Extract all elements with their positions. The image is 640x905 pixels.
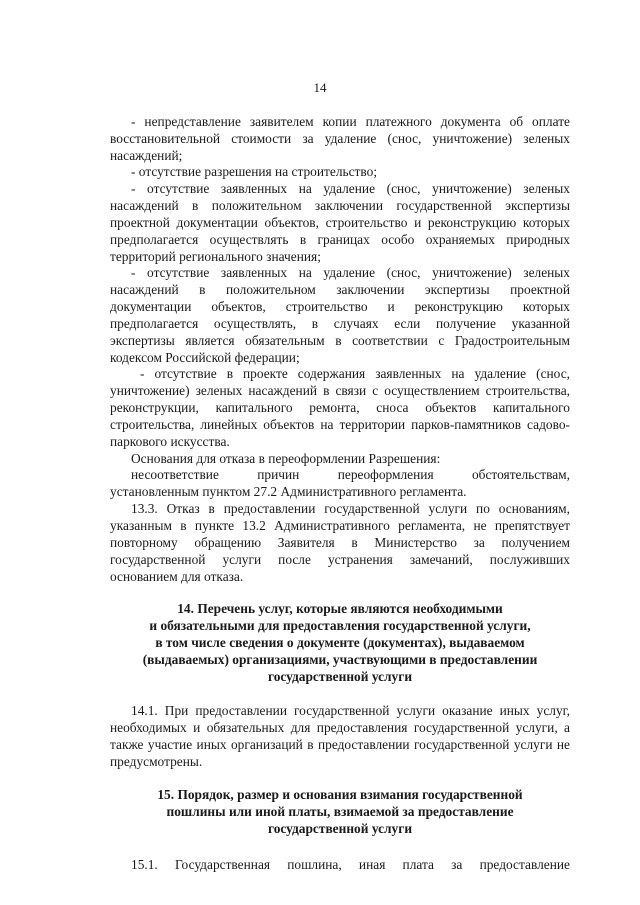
text-line: предусмотрены. bbox=[110, 754, 203, 769]
text-line: также участие иных организаций в предоставлении государственной услуги не bbox=[110, 737, 570, 752]
text-line: насаждений; bbox=[110, 148, 183, 163]
text-line: необходимых и обязательных для предоставления государственной услуги, а bbox=[110, 720, 570, 735]
heading-line: 14. Перечень услуг, которые являются необходимыми bbox=[177, 601, 503, 616]
text-line: установленным пунктом 27.2 Административного регламента. bbox=[110, 484, 467, 499]
text-line: реконструкции, капитального ремонта, сноса объектов капитального bbox=[110, 400, 570, 415]
heading-line: и обязательными для предоставления государственной услуги, bbox=[149, 618, 531, 633]
text-line: Основания для отказа в переоформлении Разрешения: bbox=[131, 451, 441, 466]
heading-line: государственной услуги bbox=[267, 669, 413, 684]
text-line: проектной документации объектов, строительство и реконструкцию которых bbox=[110, 215, 570, 230]
heading-line: государственной услуги bbox=[267, 821, 413, 836]
text-line: 15.1. Государственная пошлина, иная плата за предоставление bbox=[131, 857, 570, 872]
heading-line: пошлины или иной платы, взимаемой за предоставление bbox=[166, 804, 514, 819]
text-line: экспертизы является обязательным в соответствии с Градостроительным bbox=[110, 333, 570, 348]
text-line: указанным в пункте 13.2 Административного регламента, не препятствует bbox=[110, 518, 570, 533]
text-line: - непредставление заявителем копии платежного документа об оплате bbox=[131, 114, 570, 129]
text-line: предполагается осуществлять в границах особо охраняемых природных bbox=[110, 232, 570, 247]
text-line: документации объектов, строительство и реконструкцию которых bbox=[110, 299, 570, 314]
text-line: - отсутствие заявленных на удаление (снос, уничтожение) зеленых bbox=[131, 265, 570, 280]
text-line: - отсутствие разрешения на строительство; bbox=[131, 164, 378, 179]
text-line: строительства, линейных объектов на территории парков-памятников садово- bbox=[110, 417, 570, 432]
text-line: насаждений в положительном заключении экспертизы проектной bbox=[110, 282, 570, 297]
text-line: повторному обращению Заявителя в Министерство за получением bbox=[110, 535, 570, 550]
text-line: паркового искусства. bbox=[110, 434, 230, 449]
text-line: - отсутствие в проекте содержания заявленных на удаление (снос, bbox=[140, 366, 570, 381]
text-line: государственной услуги после устранения замечаний, послуживших bbox=[110, 552, 570, 567]
text-line: уничтожение) зеленых насаждений в связи с осуществлением строительства, bbox=[110, 383, 570, 398]
heading-line: 15. Порядок, размер и основания взимания государственной bbox=[157, 787, 523, 802]
text-line: несоответствие причин переоформления обстоятельствам, bbox=[131, 467, 570, 482]
text-line: - отсутствие заявленных на удаление (снос, уничтожение) зеленых bbox=[131, 181, 570, 196]
text-line: территорий регионального значения; bbox=[110, 249, 321, 264]
text-line: 13.3. Отказ в предоставлении государственной услуги по основаниям, bbox=[131, 501, 570, 516]
text-line: основанием для отказа. bbox=[110, 569, 244, 584]
heading-line: в том числе сведения о документе (документах), выдаваемом bbox=[155, 635, 525, 650]
text-line: насаждений в положительном заключении государственной экспертизы bbox=[110, 198, 570, 213]
text-line: кодексом Российской федерации; bbox=[110, 350, 300, 365]
page-number: 14 bbox=[313, 80, 327, 95]
text-line: предполагается осуществлять, в случаях если получение указанной bbox=[110, 316, 570, 331]
heading-line: (выдаваемых) организациями, участвующими в предоставлении bbox=[142, 652, 538, 667]
text-line: 14.1. При предоставлении государственной услуги оказание иных услуг, bbox=[131, 703, 570, 718]
text-line: восстановительной стоимости за удаление (снос, уничтожение) зеленых bbox=[110, 131, 570, 146]
